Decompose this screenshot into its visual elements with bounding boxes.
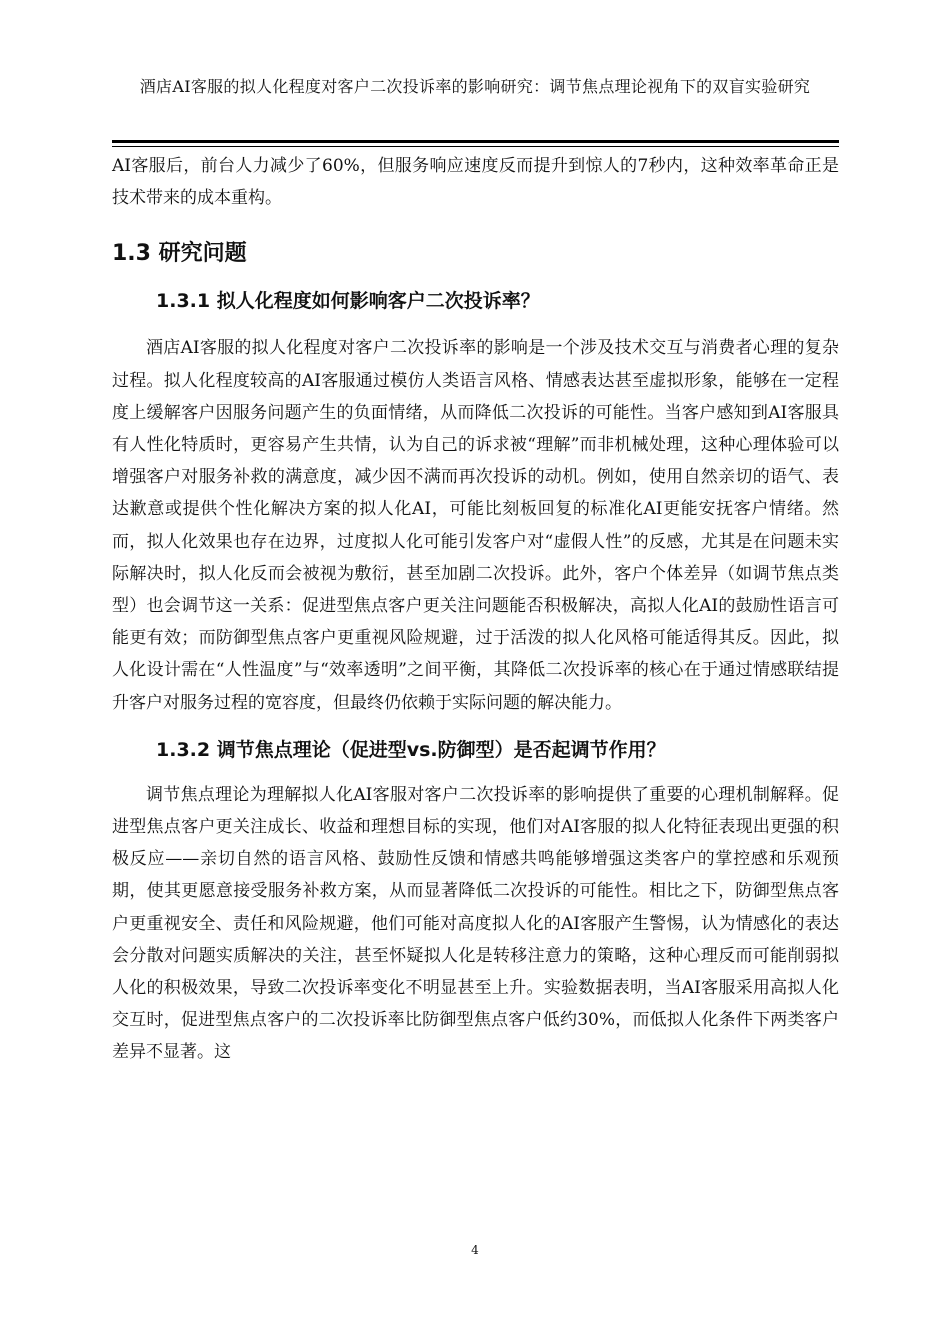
subsection-heading-1-3-1: 1.3.1 拟人化程度如何影响客户二次投诉率？ — [156, 290, 540, 313]
paragraph-1-3-1: 酒店AI客服的拟人化程度对客户二次投诉率的影响是一个涉及技术交互与消费者心理的复杂过程。拟人化程度较高的AI客服通过模仿人类语言风格、情感表达甚至虚拟形象，能够在一定程度上缓解客户因服务问题产生的负面情绪，从而降低二次投诉的可能性。当客户感知到AI客服具有人性化特质时，更容易产生共情，认为自己的诉求被“理解”而非机械处理，这种心理体验可以增强客户对服务补救的满意度，减少因不满而再次投诉的动机。例如，使用自然亲切的语气、表达歉意或提供个性化解决方案的拟人化AI，可能比刻板回复的标准化AI更能安抚客户情绪。然而，拟人化效果也存在边界，过度拟人化可能引发客户对“虚假人性”的反感，尤其是在问题未实际解决时，拟人化反而会被视为敷衍，甚至加剧二次投诉。此外，客户个体差异（如调节焦点类型）也会调节这一关系：促进型焦点客户更关注问题能否积极解决，高拟人化AI的鼓励性语言可能更有效；而防御型焦点客户更重视风险规避，过于活泼的拟人化风格可能适得其反。因此，拟人化设计需在“人性温度”与“效率透明”之间平衡，其降低二次投诉率的核心在于通过情感联结提升客户对服务过程的宽容度，但最终仍依赖于实际问题的解决能力。 — [112, 338, 839, 713]
continuation-paragraph: AI客服后，前台人力减少了60%，但服务响应速度反而提升到惊人的7秒内，这种效率革命正是技术带来的成本重构。 — [112, 156, 839, 209]
header-rule-thin — [112, 146, 839, 147]
subsection-heading-1-3-2: 1.3.2 调节焦点理论（促进型vs.防御型）是否起调节作用？ — [156, 738, 666, 761]
page-content — [112, 150, 839, 1069]
running-header: 酒店AI客服的拟人化程度对客户二次投诉率的影响研究：调节焦点理论视角下的双盲实验研究 — [139, 77, 811, 96]
paragraph-1-3-2: 调节焦点理论为理解拟人化AI客服对客户二次投诉率的影响提供了重要的心理机制解释。促进型焦点客户更关注成长、收益和理想目标的实现，他们对AI客服的拟人化特征表现出更强的积极反应——亲切自然的语言风格、鼓励性反馈和情感共鸣能够增强这类客户的掌控感和乐观预期，使其更愿意接受服务补救方案，从而显著降低二次投诉的可能性。相比之下，防御型焦点客户更重视安全、责任和风险规避，他们可能对高度拟人化的AI客服产生警惕，认为情感化的表达会分散对问题实质解决的关注，甚至怀疑拟人化是转移注意力的策略，这种心理反而可能削弱拟人化的积极效果，导致二次投诉率变化不明显甚至上升。实验数据表明，当AI客服采用高拟人化交互时，促进型焦点客户的二次投诉率比防御型焦点客户低约30%，而低拟人化条件下两类客户差异不显著。这 — [112, 784, 839, 1063]
header-rule-thick — [112, 140, 839, 143]
page-number: 4 — [471, 1243, 479, 1257]
section-heading-1-3: 1.3 研究问题 — [112, 241, 247, 267]
